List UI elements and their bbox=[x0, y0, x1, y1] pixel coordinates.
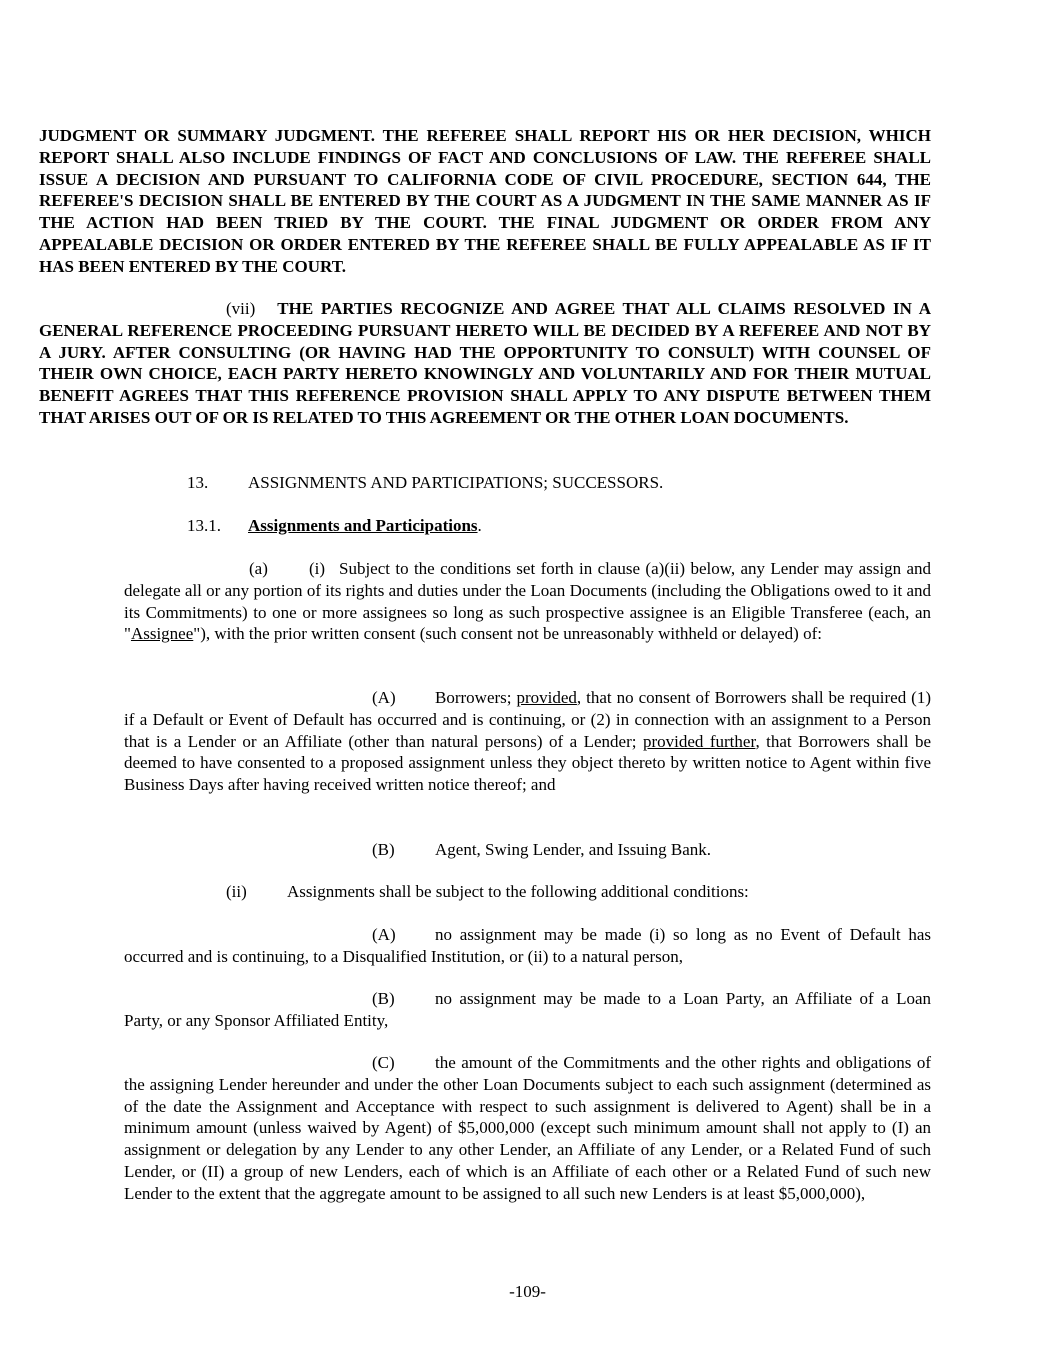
paragraph-a-i bbox=[124, 558, 931, 645]
paragraph-label-B2: (B) bbox=[372, 989, 395, 1008]
paragraph-label-C: (C) bbox=[372, 1053, 395, 1072]
paragraph-ii-text: Assignments shall be subject to the following additional conditions: bbox=[287, 882, 749, 901]
section-13-1-heading bbox=[187, 515, 947, 537]
paragraph-A1-mid: , that no consent of Borrowers shall be required (1) if a Default or Event of Default has occurred and is continuing, or (2) in connection with an assignment to a Person that is a Lender or an Affiliate (other than natural persons) of a Lender; bbox=[124, 688, 931, 751]
paragraph-ii bbox=[226, 881, 932, 903]
section-13-1-title: Assignments and Participations bbox=[248, 516, 478, 535]
paragraph-A1-start: Borrowers; bbox=[435, 688, 512, 707]
paragraph-B-loan-party bbox=[124, 988, 931, 1032]
paragraph-vii-jury-waiver bbox=[39, 298, 931, 429]
section-13-number: 13. bbox=[187, 473, 209, 492]
paragraph-B-agent bbox=[372, 839, 932, 861]
defined-term-assignee: Assignee bbox=[130, 624, 194, 644]
paragraph-label-B1: (B) bbox=[372, 840, 395, 859]
paragraph-label-vii: (vii) bbox=[226, 299, 256, 318]
paragraph-B1-text: Agent, Swing Lender, and Issuing Bank. bbox=[435, 840, 712, 859]
section-13-heading bbox=[187, 472, 947, 494]
paragraph-a-i-text-before: Subject to the conditions set forth in clause (a)(ii) below, any Lender may assign and delegate all or any portion of its rights and duties under the Loan Documents (including the Obligations owed to it and its Commitments) to one or more assignees so long as such prospective assignee is an Eligible Transferee (each, an " bbox=[124, 559, 931, 644]
provided-term-1: provided bbox=[516, 688, 577, 707]
paragraph-label-ii: (ii) bbox=[226, 882, 247, 901]
paragraph-a-i-text-after: "), with the prior written consent (such consent not be unreasonably withheld or delayed) of: bbox=[193, 624, 822, 644]
paragraph-C-text: the amount of the Commitments and the other rights and obligations of the assigning Lender hereunder and under the other Loan Documents subject to each such assignment (determined as of the date the Assignment and Acceptance with respect to such assignment is delivered to Agent) shall be in a minimum amount (unless waived by Agent) of $5,000,000 (except such minimum amount shall not apply to (I) an assignment or delegation by any Lender to any other Lender, an Affiliate of any Lender, or a Related Fund of such Lender, or (II) a group of new Lenders, each of which is an Affiliate of each other or a Related Fund of such new Lender to the extent that the aggregate amount to be assigned to all such new Lenders is at least $5,000,000), bbox=[124, 1053, 931, 1203]
section-13-1-period: . bbox=[477, 516, 482, 535]
paragraph-C-minimum-amount bbox=[124, 1052, 931, 1205]
section-13-1-number: 13.1. bbox=[187, 516, 221, 535]
paragraph-A-natural-person bbox=[124, 924, 931, 968]
paragraph-label-A1: (A) bbox=[372, 688, 396, 707]
paragraph-A2-text: no assignment may be made (i) so long as no Event of Default has occurred and is continuing, to a Disqualified Institution, or (ii) to a natural person, bbox=[124, 925, 931, 966]
paragraph-A1-end: , that Borrowers shall be deemed to have consented to a proposed assignment unless they object thereto by written notice to Agent within five Business Days after having received written notice thereof; and bbox=[124, 731, 931, 795]
paragraph-A-borrowers bbox=[124, 687, 931, 796]
page-number: -109- bbox=[509, 1282, 546, 1301]
paragraph-vii-text: THE PARTIES RECOGNIZE AND AGREE THAT ALL CLAIMS RESOLVED IN A GENERAL REFERENCE PROCEEDING PURSUANT HERETO WILL BE DECIDED BY A REFEREE AND NOT BY A JURY. AFTER CONSULTING (OR HAVING HAD THE OPPORTUNITY TO CONSULT) WITH COUNSEL OF THEIR OWN CHOICE, EACH PARTY HERETO KNOWINGLY AND VOLUNTARILY AND FOR THEIR MUTUAL BENEFIT AGREES THAT THIS REFERENCE PROVISION SHALL APPLY TO ANY DISPUTE BETWEEN THEM THAT ARISES OUT OF OR IS RELATED TO THIS AGREEMENT OR THE OTHER LOAN DOCUMENTS. bbox=[39, 299, 931, 427]
paragraph-B2-text: no assignment may be made to a Loan Party, an Affiliate of a Loan Party, or any Sponsor Affiliated Entity, bbox=[124, 989, 931, 1030]
paragraph-referee-decision: JUDGMENT OR SUMMARY JUDGMENT. THE REFEREE SHALL REPORT HIS OR HER DECISION, WHICH REPORT SHALL ALSO INCLUDE FINDINGS OF FACT AND CONCLUSIONS OF LAW. THE REFEREE SHALL ISSUE A DECISION AND PURSUANT TO CALIFORNIA CODE OF CIVIL PROCEDURE, SECTION 644, THE REFEREE'S DECISION SHALL BE ENTERED BY THE COURT AS A JUDGMENT IN THE SAME MANNER AS IF THE ACTION HAD BEEN TRIED BY THE COURT. THE FINAL JUDGMENT OR ORDER FROM ANY APPEALABLE DECISION OR ORDER ENTERED BY THE REFEREE SHALL BE FULLY APPEALABLE AS IF IT HAS BEEN ENTERED BY THE COURT. bbox=[39, 126, 931, 276]
provided-term-2: provided further bbox=[642, 731, 756, 751]
section-13-title: ASSIGNMENTS AND PARTICIPATIONS; SUCCESSORS. bbox=[248, 473, 664, 492]
paragraph-label-i: (i) bbox=[309, 559, 326, 578]
paragraph-label-a: (a) bbox=[249, 559, 268, 578]
paragraph-label-A2: (A) bbox=[372, 925, 396, 944]
